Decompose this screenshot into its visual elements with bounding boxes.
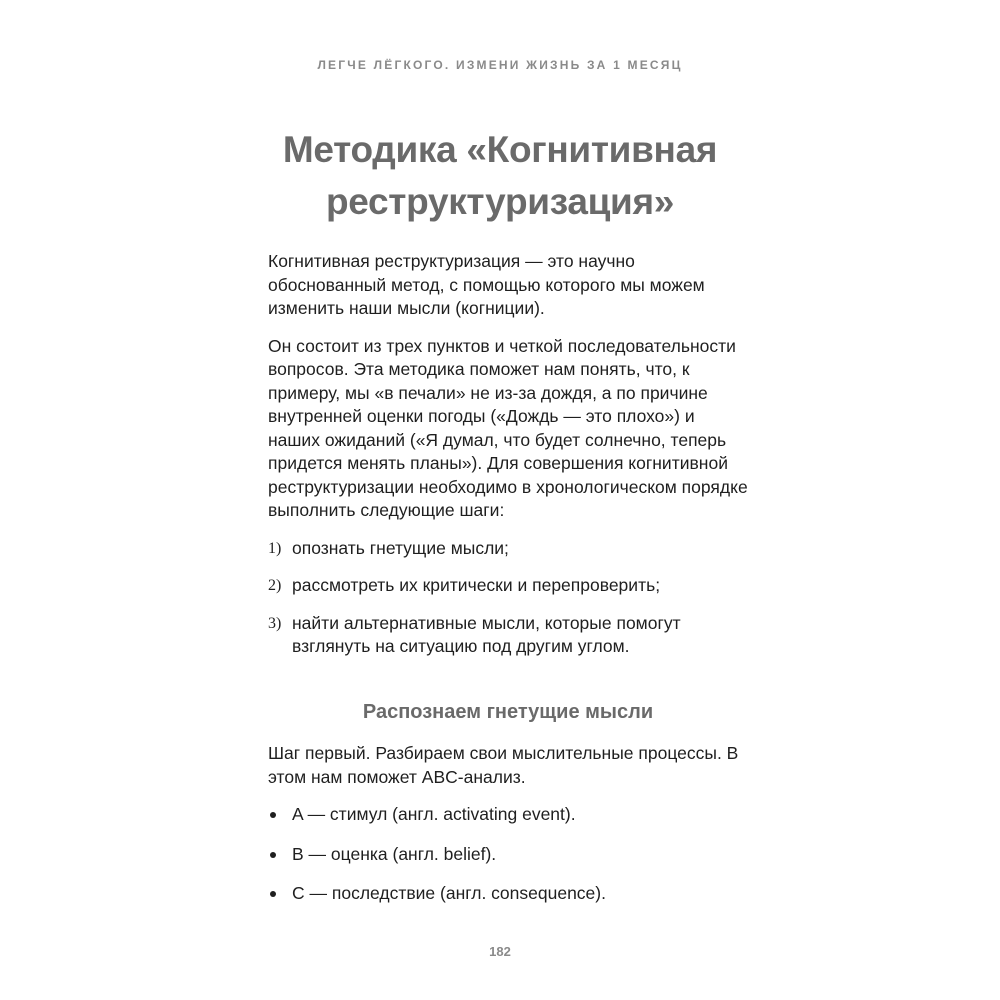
list-item	[268, 843, 748, 867]
step-number: 2)	[268, 577, 282, 594]
step-text: рассмотреть их критически и перепроверить;	[292, 575, 661, 595]
chapter-title	[0, 124, 1000, 228]
step-number: 3)	[268, 614, 282, 632]
chapter-title-line-2: реструктуризация»	[325, 181, 675, 222]
list-item	[268, 803, 748, 827]
page-content	[268, 250, 748, 922]
list-item	[268, 882, 748, 906]
paragraph-intro: Когнитивная реструктуризация — это научно обоснованный метод, с помощью которого мы можем изменить наши мысли (когниции).	[268, 251, 705, 318]
step-text: найти альтернативные мысли, которые помогут взглянуть на ситуацию под другим углом.	[292, 612, 681, 656]
list-item	[268, 574, 748, 598]
steps-list	[268, 537, 748, 659]
list-item	[268, 537, 748, 561]
page-number: 182	[489, 944, 511, 959]
running-header: ЛЕГЧЕ ЛЁГКОГО. ИЗМЕНИ ЖИЗНЬ ЗА 1 МЕСЯЦ	[317, 58, 683, 72]
bullet-text: B — оценка (англ. belief).	[292, 843, 497, 864]
bullet-text: C — последствие (англ. consequence).	[292, 883, 606, 903]
step-text: опознать гнетущие мысли;	[292, 537, 509, 558]
section-title: Распознаем гнетущие мысли	[362, 700, 654, 723]
paragraph-step-one: Шаг первый. Разбираем свои мыслительные процессы. В этом нам поможет ABC-анализ.	[268, 743, 739, 787]
paragraph-method: Он состоит из трех пунктов и четкой последовательности вопросов. Эта методика поможет нам понять, что, к примеру, мы «в печали» не из-за дождя, а по причине внутренней оценки погоды («Дождь — это плохо») и наших ожиданий («Я думал, что будет солнечно, теперь придется менять планы»). Для совершения когнитивной реструктуризации необходимо в хронологическом порядке выполнить следующие шаги:	[268, 335, 748, 520]
step-number: 1)	[268, 539, 282, 557]
bullet-icon	[270, 812, 276, 818]
bullet-text: A — стимул (англ. activating event).	[292, 804, 576, 824]
list-item	[268, 612, 748, 659]
bullet-icon	[270, 852, 276, 858]
abc-list	[268, 803, 748, 906]
bullet-icon	[270, 891, 276, 897]
chapter-title-line-1: Методика «Когнитивная	[282, 129, 718, 170]
